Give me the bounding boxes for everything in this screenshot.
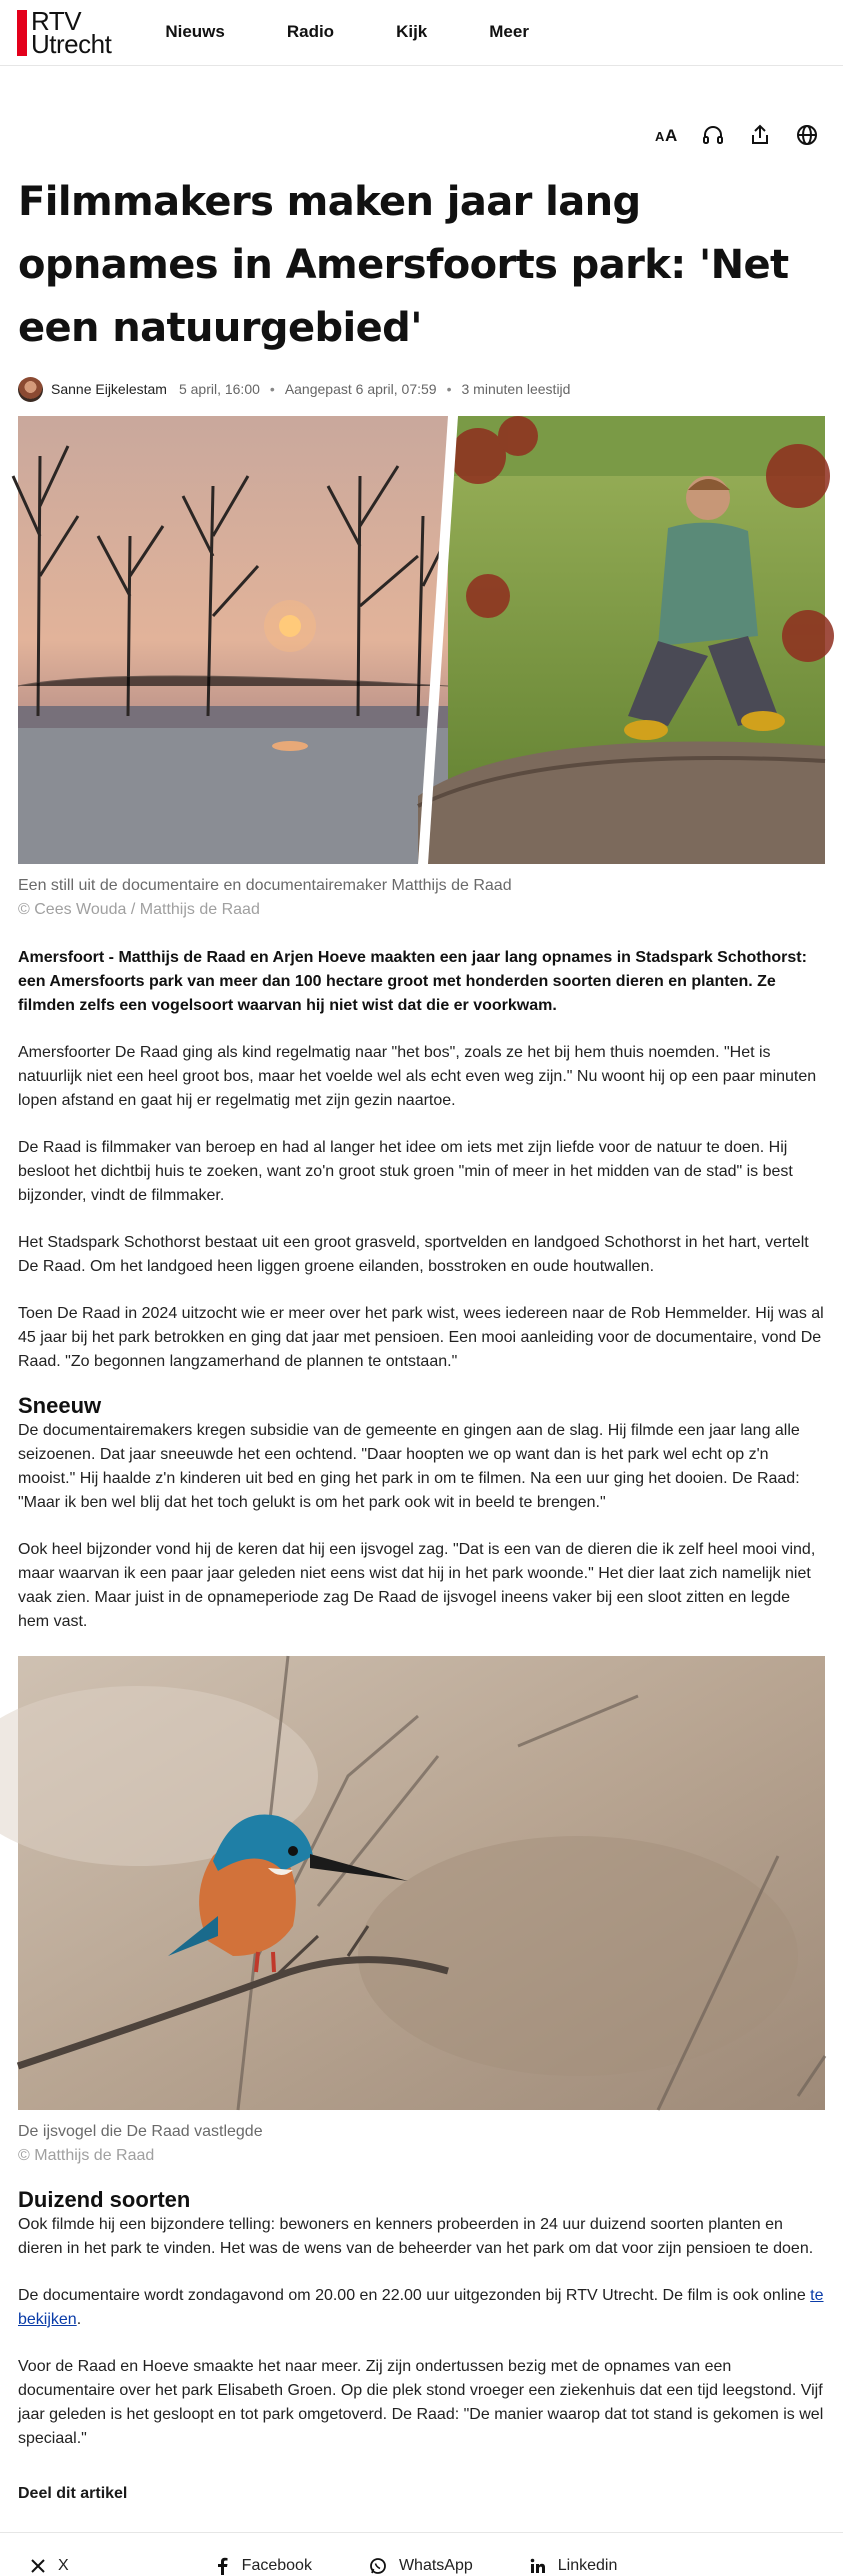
paragraph: Het Stadspark Schothorst bestaat uit een groot grasveld, sportvelden en landgoed Schothorst in het hart, vertelt De Raad. Om het landgoed heen liggen groene eilanden, bosstroken en oude houtwallen. xyxy=(18,1234,809,1275)
headphones-icon[interactable] xyxy=(701,123,725,147)
kingfisher-illustration xyxy=(18,1656,825,2110)
whatsapp-icon xyxy=(369,2557,387,2575)
paragraph: De documentairemakers kregen subsidie van de gemeente en gingen aan de slag. Hij filmde een jaar lang alle seizoenen. Dat jaar sneeuwde het een ochtend. "Daar hoopten we op want dan is het park wel echt op z'n mooist." Hij haalde z'n kinderen uit bed en ging het park in om te filmen. Na een uur ging het dooien. De Raad: "Maar ik ben wel blij dat het toch gelukt is om het park ook wit in beeld te brengen." xyxy=(18,1422,800,1511)
author-name[interactable]: Sanne Eijkelestam xyxy=(51,381,167,397)
bird-caption xyxy=(0,2110,843,2168)
article-lead: Amersfoort - Matthijs de Raad en Arjen Hoeve maakten een jaar lang opnames in Stadspark Schothorst: een Amersfoorts park van meer dan 100 hectare groot met honderden soorten dieren en planten. Ze filmden zelfs een vogelsoort waarvan hij niet wist dat die er voorkwam. xyxy=(18,949,807,1014)
x-icon xyxy=(30,2558,46,2574)
share-icon[interactable] xyxy=(748,123,772,147)
share-x-button[interactable] xyxy=(30,2557,69,2575)
watch-online-link[interactable]: te bekijken xyxy=(18,2287,824,2328)
paragraph-broadcast xyxy=(18,2284,825,2332)
paragraph: De Raad is filmmaker van beroep en had al langer het idee om iets met zijn liefde voor de natuur te doen. Hij besloot het dichtbij huis te zoeken, want zo'n groot stuk groen "min of meer in het midden van de stad" is best bijzonder, vindt de filmmaker. xyxy=(18,1139,793,1204)
rtv-utrecht-logo[interactable] xyxy=(17,5,112,59)
updated-date: Aangepast 6 april, 07:59 xyxy=(284,381,437,397)
logo-line-2: Utrecht xyxy=(31,28,112,59)
paragraph: Ook filmde hij een bijzondere telling: bewoners en kenners probeerden in 24 uur duizend soorten planten en dieren in het park te vinden. Het was de wens van de beheerder van het park om dat voor zijn pensioen te doen. xyxy=(18,2216,814,2257)
article-meta xyxy=(0,360,843,402)
paragraph: Voor de Raad en Hoeve smaakte het naar meer. Zij zijn ondertussen bezig met de opnames van een documentaire over het park Elisabeth Groen. Op die plek stond vroeger een ziekenhuis dat een tijd leegstond. Vijf jaar geleden is het gesloopt en tot park omgetoverd. De Raad: "De manier waarop dat tot stand is gekomen is wel speciaal." xyxy=(18,2358,824,2447)
main-nav xyxy=(165,23,591,43)
broadcast-text: De documentaire wordt zondagavond om 20.00 en 22.00 uur uitgezonden bij RTV Utrecht. De film is ook online xyxy=(18,2287,811,2304)
svg-text:A: A xyxy=(665,126,678,145)
nav-item-meer[interactable]: Meer xyxy=(489,21,529,41)
hero-credit: © Cees Wouda / Matthijs de Raad xyxy=(18,901,260,918)
svg-text:A: A xyxy=(655,129,665,144)
hero-image xyxy=(18,416,825,864)
nav-item-nieuws[interactable]: Nieuws xyxy=(165,21,225,41)
paragraph: Toen De Raad in 2024 uitzocht wie er meer over het park wist, wees iedereen naar de Rob Hemmelder. Hij was al 45 jaar bij het park betrokken en ging dat jaar met pensioen. Een mooi aanleiding voor de documentaire, vond De Raad. "Zo begonnen langzamerhand de plannen te ontstaan." xyxy=(18,1305,824,1370)
article-body xyxy=(0,946,843,1634)
share-linkedin-button[interactable] xyxy=(530,2557,618,2575)
share-facebook-button[interactable] xyxy=(214,2557,312,2575)
share-facebook-label: Facebook xyxy=(241,2557,312,2574)
reading-time: 3 minuten leestijd xyxy=(461,381,571,397)
article-tools xyxy=(0,66,843,159)
logo-red-bar xyxy=(17,10,27,56)
share-whatsapp-label: WhatsApp xyxy=(398,2557,473,2574)
linkedin-icon xyxy=(530,2558,546,2574)
share-whatsapp-button[interactable] xyxy=(369,2557,473,2575)
section-heading-duizend-soorten: Duizend soorten xyxy=(18,2187,191,2212)
site-header xyxy=(0,0,843,66)
author-avatar xyxy=(18,377,43,402)
paragraph: Ook heel bijzonder vond hij de keren dat hij een ijsvogel zag. "Dat is een van de dieren die ik zelf heel mooi vind, maar waarvan ik een paar jaar geleden niet eens wist dat hij in het park woonde." Het dier laat zich namelijk niet vaak zien. Maar juist in de opnameperiode zag De Raad de ijsvogel ineens vaker bij een sloot zitten en legde hem vast. xyxy=(18,1541,816,1630)
facebook-icon xyxy=(214,2557,230,2575)
text-size-icon[interactable] xyxy=(654,123,678,147)
share-linkedin-label: Linkedin xyxy=(557,2557,618,2574)
bird-credit: © Matthijs de Raad xyxy=(18,2147,155,2164)
nav-item-kijk[interactable]: Kijk xyxy=(396,21,428,41)
logo-line-1: RTV xyxy=(31,5,82,36)
bird-caption-text: De ijsvogel die De Raad vastlegde xyxy=(18,2123,263,2140)
paragraph: Amersfoorter De Raad ging als kind regelmatig naar "het bos", zoals ze het bij hem thuis noemden. "Het is natuurlijk niet een heel groot bos, maar het voelde wel als echt even weg zijn." Nu woont hij op een paar minuten lopen afstand en gaat hij er regelmatig met zijn gezin naartoe. xyxy=(18,1044,817,1109)
article-body-continued xyxy=(0,2187,843,2451)
broadcast-text-end: . xyxy=(76,2311,82,2328)
kingfisher-image xyxy=(18,1656,825,2110)
nav-item-radio[interactable]: Radio xyxy=(286,21,335,41)
meta-separator: • xyxy=(269,381,275,397)
hero-caption-text: Een still uit de documentaire en documentairemaker Matthijs de Raad xyxy=(18,877,512,894)
hero-image-illustration xyxy=(18,416,825,864)
share-x-label: X xyxy=(58,2557,69,2574)
globe-icon[interactable] xyxy=(795,123,819,147)
share-title: Deel dit artikel xyxy=(18,2485,128,2502)
article-title: Filmmakers maken jaar lang opnames in Amersfoorts park: 'Net een natuurgebied' xyxy=(18,179,789,351)
meta-separator: • xyxy=(446,381,452,397)
hero-caption xyxy=(0,864,843,922)
share-bar xyxy=(0,2533,843,2575)
publish-date: 5 april, 16:00 xyxy=(178,381,260,397)
section-heading-sneeuw: Sneeuw xyxy=(18,1393,102,1418)
